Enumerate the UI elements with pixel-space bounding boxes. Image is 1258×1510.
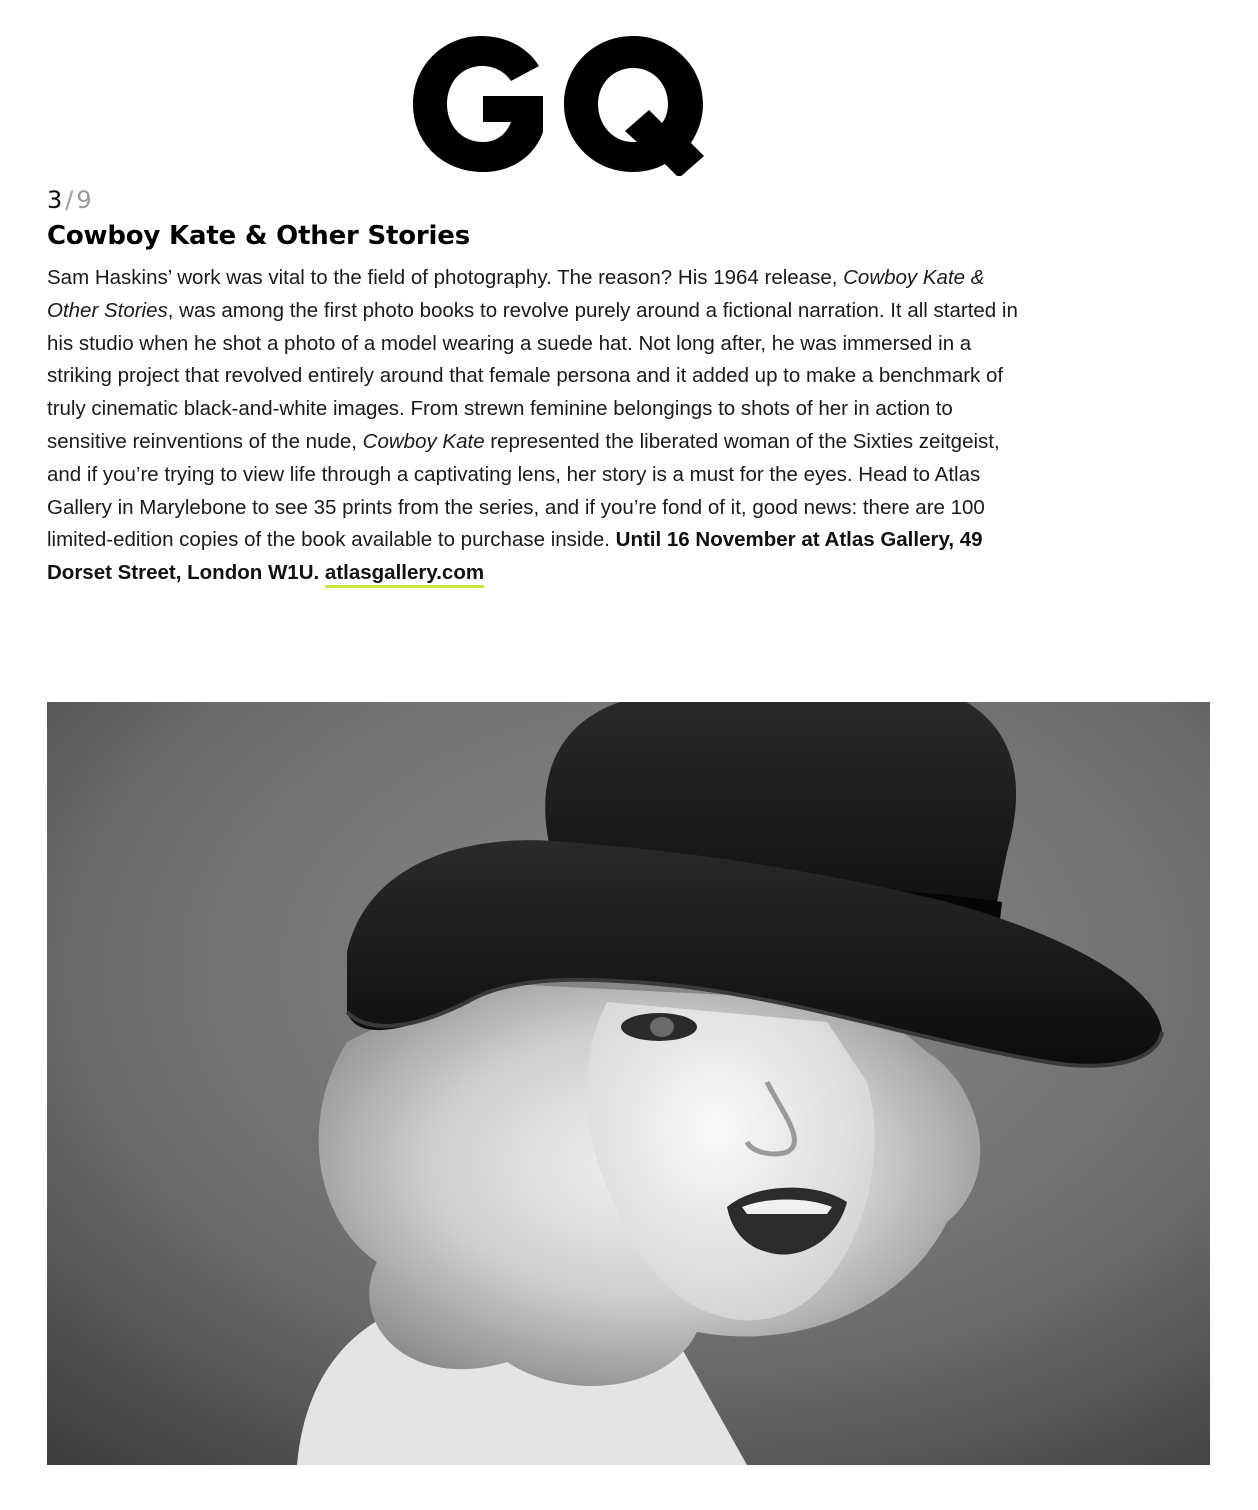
- body-text-2: , was among the first photo books to revolve purely around a fictional narration. It all started in his studio when he shot a photo of a model wearing a suede hat. Not long after, he was immersed in a striking project that revolved entirely around that female persona and it added up to make a benchmark of truly cinematic black-and-white images. From strewn feminine belongings to shots of her in action to sensitive reinventions of the nude,: [47, 298, 1018, 453]
- body-text-3: represented the liberated woman of the Sixties zeitgeist, and if you’re trying to view life through a captivating lens, her story is a must for the eyes. Head to Atlas Gallery in Marylebone to see 35 prints from the series, and if you’re fond of it, good news: there are 100 limited-edition copies of the book available to purchase inside.: [47, 429, 1000, 552]
- slide-separator: /: [65, 186, 75, 214]
- gallery-link[interactable]: atlasgallery.com: [325, 561, 484, 588]
- body-text-1: Sam Haskins’ work was vital to the field of photography. The reason? His 1964 release,: [47, 266, 844, 289]
- gq-logo-mark: [413, 36, 708, 176]
- article-body: [47, 262, 1037, 590]
- slide-current: 3: [47, 186, 64, 214]
- article-photo: [47, 702, 1210, 1465]
- cowboy-kate-italic: Cowboy Kate: [362, 429, 485, 453]
- article-title: Cowboy Kate & Other Stories: [47, 221, 470, 251]
- slide-counter: [47, 186, 93, 214]
- slide-total: 9: [76, 186, 93, 214]
- book-title-italic: Cowboy Kate & Other Stories: [47, 266, 985, 322]
- portrait-photo-illustration: [47, 702, 1210, 1465]
- event-details: Until 16 November at Atlas Gallery, 49 Dorset Street, London W1U.: [47, 528, 983, 585]
- gq-logo[interactable]: [0, 36, 1120, 186]
